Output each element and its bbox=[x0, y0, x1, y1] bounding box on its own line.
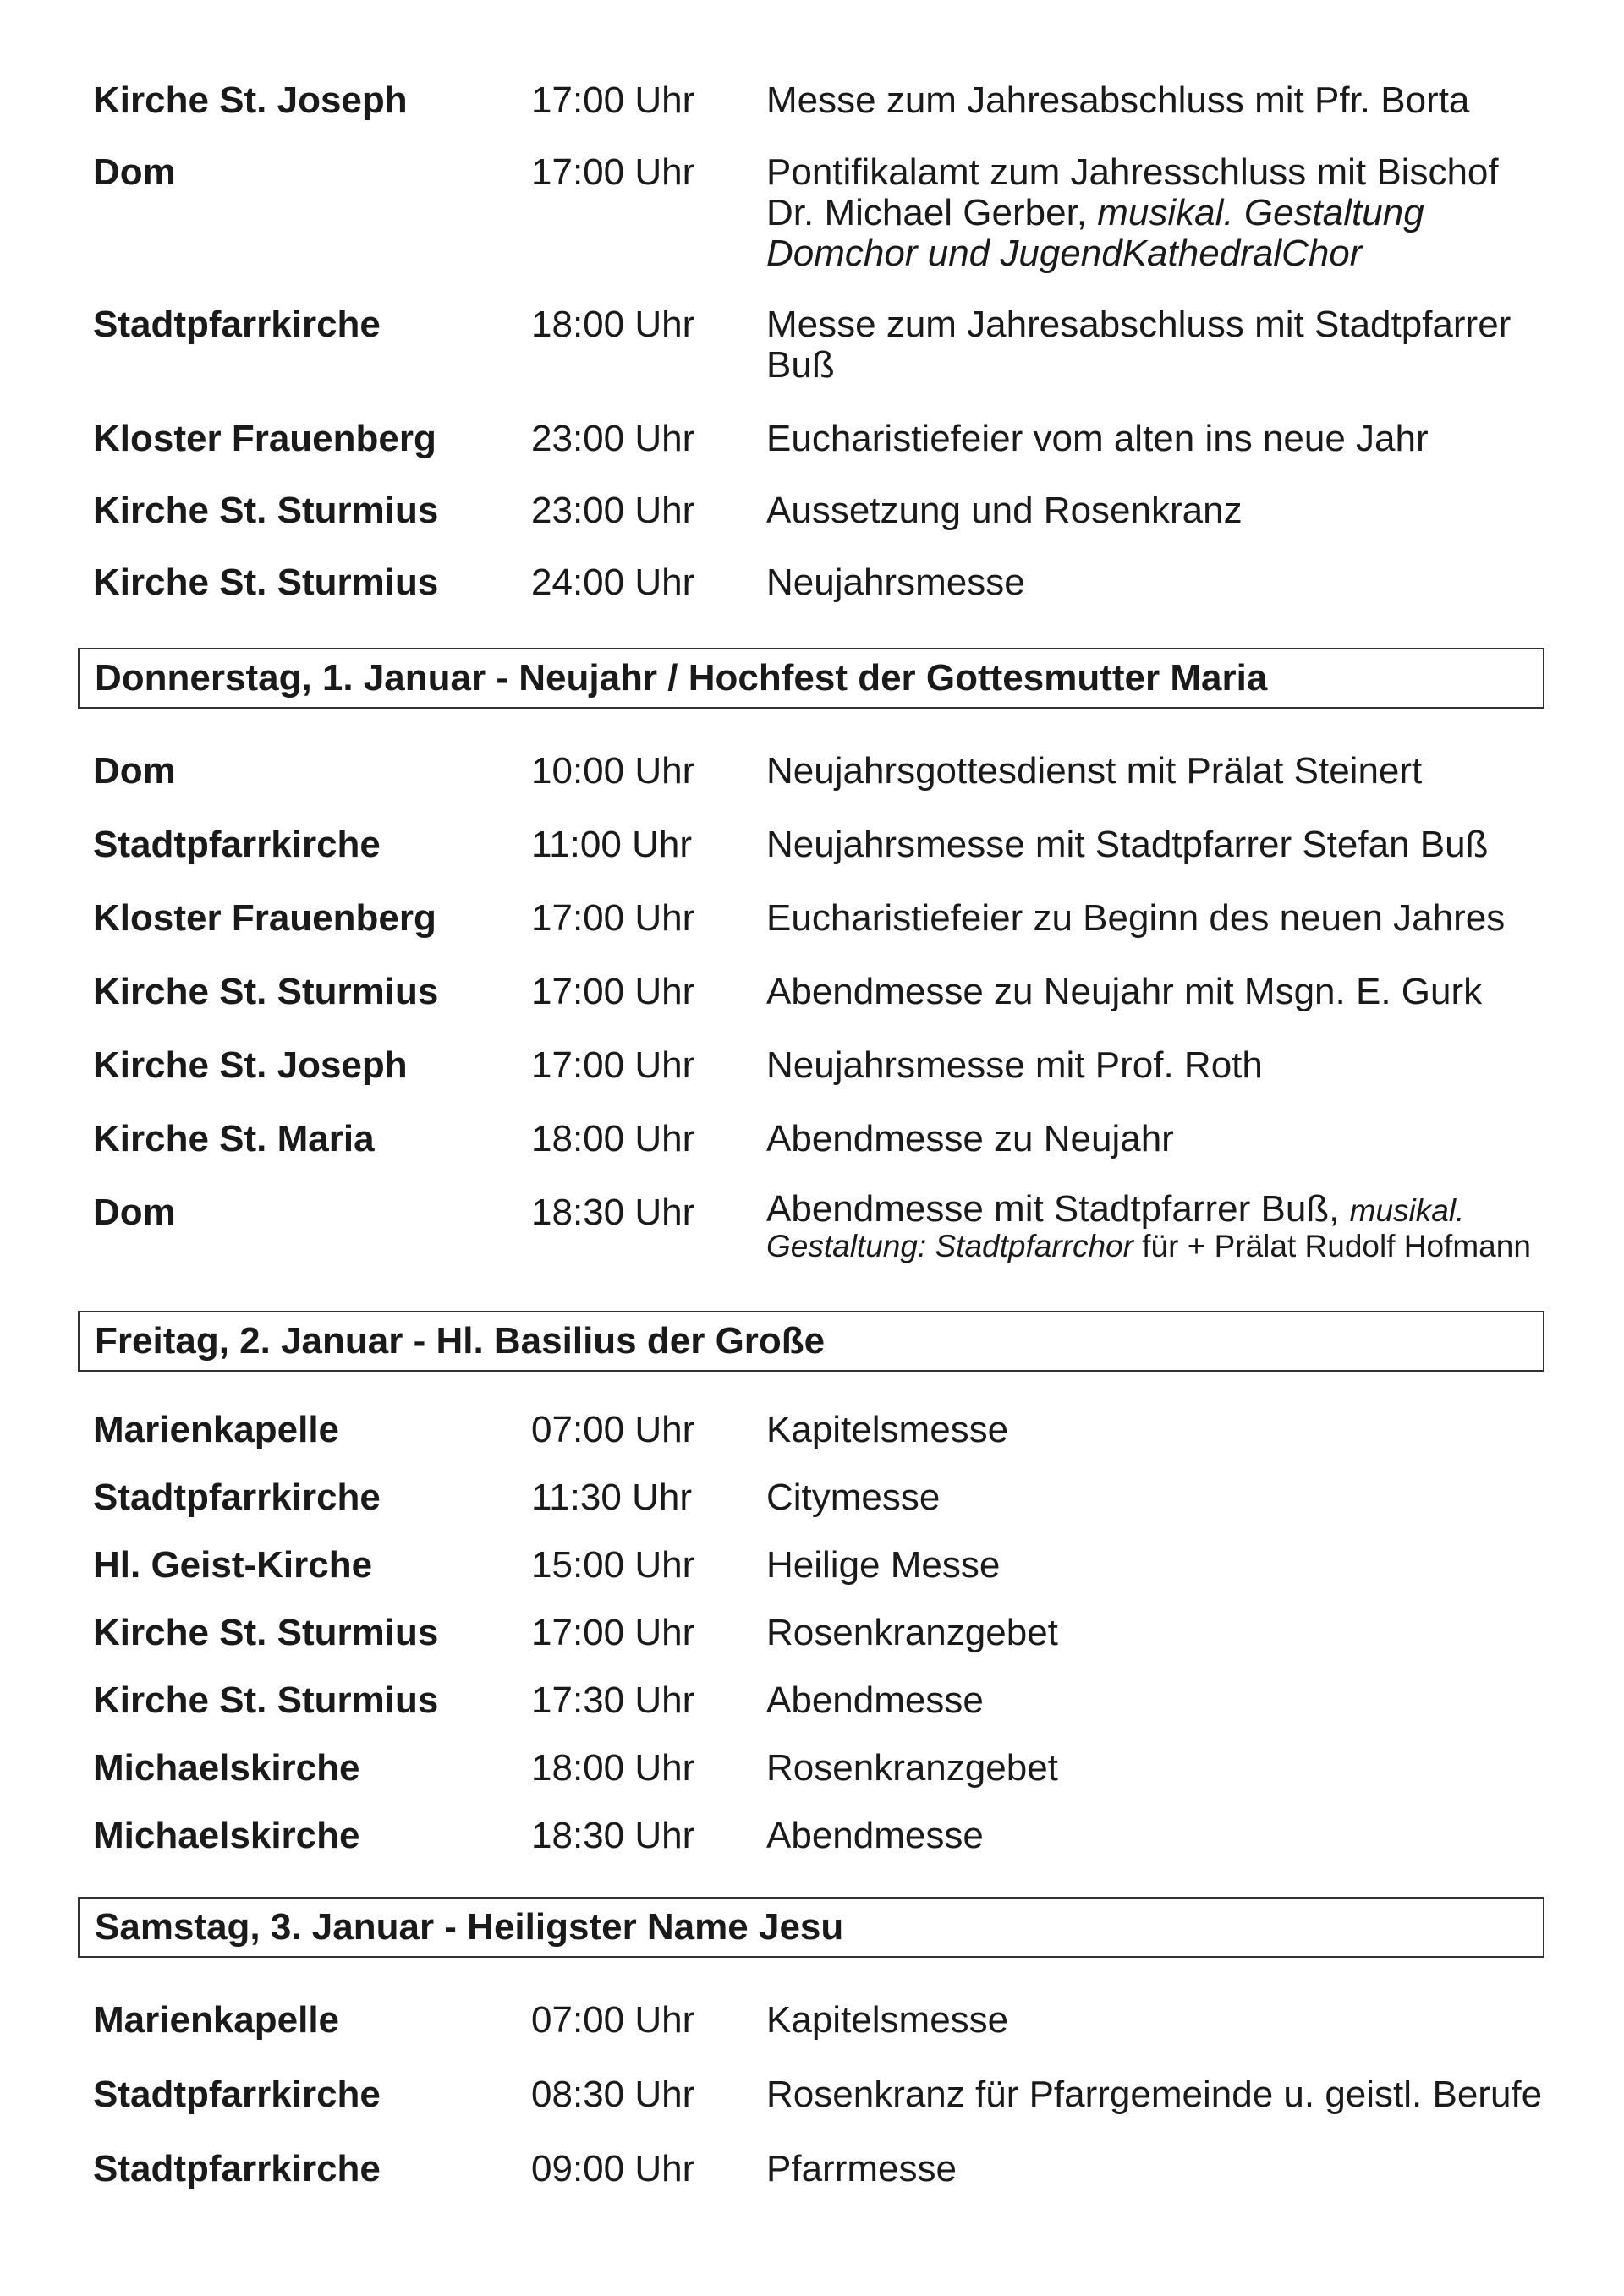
entry-description: Pfarrmesse bbox=[766, 2148, 957, 2189]
entry-location: Dom bbox=[93, 750, 176, 792]
entry-time: 18:00 Uhr bbox=[531, 1118, 695, 1159]
entry-description-text: für + Prälat Rudolf Hofmann bbox=[1133, 1229, 1531, 1263]
day-header bbox=[78, 648, 1544, 709]
entry-time: 24:00 Uhr bbox=[531, 562, 695, 603]
entry-location: Michaelskirche bbox=[93, 1747, 360, 1789]
entry-description-text: Gestaltung: Stadtpfarrchor bbox=[766, 1229, 1133, 1263]
entry-time: 10:00 Uhr bbox=[531, 750, 695, 792]
entry-time: 18:30 Uhr bbox=[531, 1815, 695, 1856]
entry-location: Kirche St. Sturmius bbox=[93, 562, 439, 603]
entry-location: Marienkapelle bbox=[93, 1999, 340, 2041]
entry-description-line bbox=[766, 345, 1578, 386]
entry-location: Kirche St. Sturmius bbox=[93, 971, 439, 1012]
entry-description: Abendmesse zu Neujahr bbox=[766, 1118, 1174, 1159]
entry-description: Aussetzung und Rosenkranz bbox=[766, 490, 1243, 531]
entry-location: Michaelskirche bbox=[93, 1815, 360, 1856]
entry-time: 17:00 Uhr bbox=[531, 79, 695, 121]
entry-location: Hl. Geist-Kirche bbox=[93, 1544, 373, 1586]
entry-description: Citymesse bbox=[766, 1477, 941, 1518]
entry-description-line bbox=[766, 1188, 1578, 1230]
entry-location: Kirche St. Maria bbox=[93, 1118, 375, 1159]
entry-description-line bbox=[766, 304, 1578, 345]
entry-description: Kapitelsmesse bbox=[766, 1999, 1009, 2041]
entry-time: 17:00 Uhr bbox=[531, 1044, 695, 1086]
entry-description: Rosenkranzgebet bbox=[766, 1747, 1058, 1789]
entry-description-line bbox=[766, 193, 1578, 233]
entry-time: 17:00 Uhr bbox=[531, 151, 695, 193]
entry-location: Kloster Frauenberg bbox=[93, 897, 436, 939]
entry-location: Stadtpfarrkirche bbox=[93, 1477, 381, 1518]
entry-description-text: Abendmesse mit Stadtpfarrer Buß, bbox=[766, 1188, 1350, 1230]
entry-location: Stadtpfarrkirche bbox=[93, 2148, 381, 2189]
entry-description: Neujahrsmesse mit Prof. Roth bbox=[766, 1044, 1263, 1086]
entry-location: Kirche St. Sturmius bbox=[93, 490, 439, 531]
entry-description-text: Buß bbox=[766, 344, 835, 386]
entry-description bbox=[766, 152, 1578, 274]
day-header-title: Freitag, 2. Januar - Hl. Basilius der Große bbox=[95, 1320, 826, 1362]
entry-description: Neujahrsgottesdienst mit Prälat Steinert bbox=[766, 750, 1423, 792]
entry-location: Kirche St. Joseph bbox=[93, 1044, 408, 1086]
entry-location: Stadtpfarrkirche bbox=[93, 824, 381, 865]
entry-description bbox=[766, 304, 1578, 386]
entry-description: Abendmesse zu Neujahr mit Msgn. E. Gurk bbox=[766, 971, 1483, 1012]
entry-description bbox=[766, 1188, 1578, 1263]
entry-time: 08:30 Uhr bbox=[531, 2074, 695, 2115]
entry-description-text: Dr. Michael Gerber, bbox=[766, 192, 1098, 233]
entry-location: Dom bbox=[93, 1192, 176, 1233]
entry-description: Eucharistiefeier vom alten ins neue Jahr bbox=[766, 418, 1429, 459]
entry-location: Kirche St. Joseph bbox=[93, 79, 408, 121]
entry-location: Marienkapelle bbox=[93, 1409, 340, 1450]
entry-time: 15:00 Uhr bbox=[531, 1544, 695, 1586]
entry-description: Abendmesse bbox=[766, 1815, 984, 1856]
entry-location: Kloster Frauenberg bbox=[93, 418, 436, 459]
day-header bbox=[78, 1897, 1544, 1958]
entry-time: 11:00 Uhr bbox=[531, 824, 692, 865]
entry-location: Kirche St. Sturmius bbox=[93, 1680, 439, 1721]
entry-description: Messe zum Jahresabschluss mit Pfr. Borta bbox=[766, 79, 1470, 121]
entry-description: Neujahrsmesse bbox=[766, 562, 1025, 603]
entry-time: 17:00 Uhr bbox=[531, 897, 695, 939]
entry-time: 17:00 Uhr bbox=[531, 1612, 695, 1653]
entry-time: 23:00 Uhr bbox=[531, 418, 695, 459]
entry-description: Abendmesse bbox=[766, 1680, 984, 1721]
entry-description-text: Messe zum Jahresabschluss mit Stadtpfarrer bbox=[766, 304, 1512, 345]
entry-time: 07:00 Uhr bbox=[531, 1409, 695, 1450]
entry-description-text: Pontifikalamt zum Jahresschluss mit Bischof bbox=[766, 151, 1499, 193]
entry-time: 11:30 Uhr bbox=[531, 1477, 692, 1518]
entry-time: 17:00 Uhr bbox=[531, 971, 695, 1012]
entry-location: Stadtpfarrkirche bbox=[93, 2074, 381, 2115]
entry-description: Rosenkranzgebet bbox=[766, 1612, 1058, 1653]
entry-description: Eucharistiefeier zu Beginn des neuen Jahres bbox=[766, 897, 1506, 939]
entry-description: Kapitelsmesse bbox=[766, 1409, 1009, 1450]
entry-description-text: musikal. Gestaltung bbox=[1097, 192, 1424, 233]
entry-time: 18:00 Uhr bbox=[531, 1747, 695, 1789]
entry-location: Kirche St. Sturmius bbox=[93, 1612, 439, 1653]
entry-location: Stadtpfarrkirche bbox=[93, 304, 381, 345]
entry-description-line bbox=[766, 233, 1578, 274]
entry-description-text: musikal. bbox=[1349, 1193, 1465, 1228]
entry-time: 18:00 Uhr bbox=[531, 304, 695, 345]
entry-time: 18:30 Uhr bbox=[531, 1192, 695, 1233]
entry-description: Heilige Messe bbox=[766, 1544, 1001, 1586]
entry-description: Neujahrsmesse mit Stadtpfarrer Stefan Buß bbox=[766, 824, 1489, 865]
entry-description-line bbox=[766, 1228, 1578, 1263]
entry-description: Rosenkranz für Pfarrgemeinde u. geistl. Berufe bbox=[766, 2074, 1543, 2115]
entry-description-line bbox=[766, 152, 1578, 193]
entry-time: 09:00 Uhr bbox=[531, 2148, 695, 2189]
day-header bbox=[78, 1311, 1544, 1372]
day-header-title: Donnerstag, 1. Januar - Neujahr / Hochfest der Gottesmutter Maria bbox=[95, 657, 1268, 699]
entry-time: 17:30 Uhr bbox=[531, 1680, 695, 1721]
entry-description-text: Domchor und JugendKathedralChor bbox=[766, 233, 1363, 274]
entry-time: 07:00 Uhr bbox=[531, 1999, 695, 2041]
entry-time: 23:00 Uhr bbox=[531, 490, 695, 531]
entry-location: Dom bbox=[93, 151, 176, 193]
day-header-title: Samstag, 3. Januar - Heiligster Name Jesu bbox=[95, 1906, 844, 1948]
